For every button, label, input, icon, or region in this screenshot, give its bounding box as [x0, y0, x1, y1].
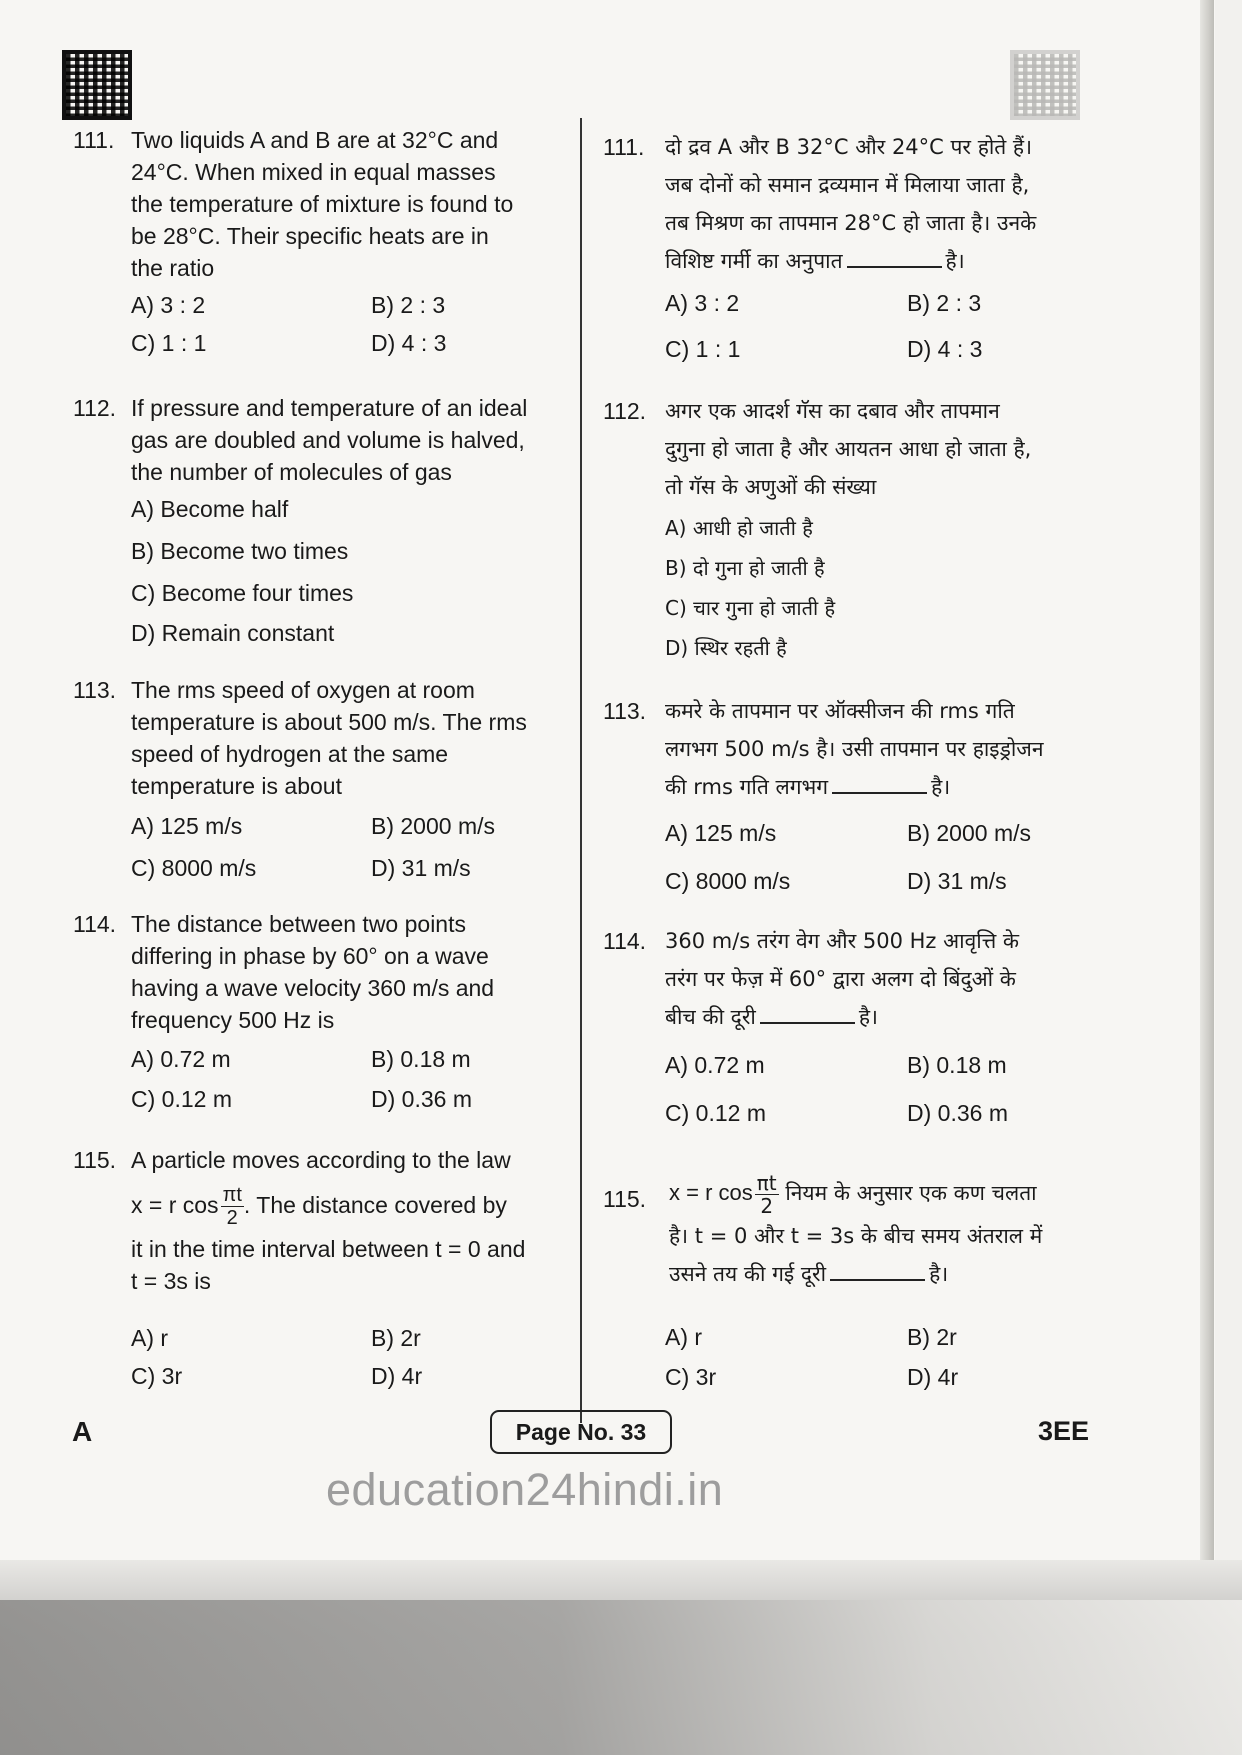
option-d: D) 4r	[371, 1363, 423, 1389]
option-b: B) दो गुना हो जाती है	[665, 556, 825, 580]
option-d: D) 4r	[907, 1364, 959, 1390]
option-a: A) 125 m/s	[131, 813, 243, 839]
option-c: C) 3r	[131, 1363, 183, 1389]
answer-blank	[847, 248, 942, 268]
option-c: C) चार गुना हो जाती है	[665, 596, 836, 620]
option-a: A) 0.72 m	[131, 1046, 231, 1072]
option-d: D) 0.36 m	[371, 1086, 472, 1112]
answer-blank	[760, 1004, 855, 1024]
option-a: A) 3 : 2	[665, 290, 740, 316]
option-c: C) 3r	[665, 1364, 717, 1390]
site-watermark: education24hindi.in	[326, 1464, 724, 1515]
answer-blank	[830, 1261, 925, 1281]
question-text: अगर एक आदर्श गॅस का दबाव और तापमान दुगुना हो जाता है और आयतन आधा हो जाता है, तो गॅस के अणुओं की संख्या	[665, 399, 1032, 499]
formula-fraction: $\frac{\pi t}{2}$	[222, 1184, 242, 1230]
question-number: 112.	[73, 395, 117, 421]
option-d: D) Remain constant	[131, 620, 335, 646]
question-number: 114.	[603, 928, 647, 954]
option-d: D) 0.36 m	[907, 1100, 1008, 1126]
option-d: D) 4 : 3	[907, 336, 983, 362]
option-d: D) 4 : 3	[371, 330, 447, 356]
option-b: B) 2r	[371, 1325, 421, 1351]
formula-line: x = r cos $\frac{\pi t}{2}$ . The distance covered by	[131, 1184, 507, 1230]
option-d: D) 31 m/s	[371, 855, 471, 881]
question-number: 111.	[73, 127, 115, 153]
option-c: C) 0.12 m	[131, 1086, 232, 1112]
option-c: C) 0.12 m	[665, 1100, 766, 1126]
option-d: D) स्थिर रहती है	[665, 636, 787, 660]
question-text: If pressure and temperature of an ideal gas are doubled and volume is halved, the number of molecules of gas	[131, 395, 528, 485]
question-text: The rms speed of oxygen at room temperature is about 500 m/s. The rms speed of hydrogen at the same temperature is about	[131, 677, 527, 799]
formula-line: x = r cos $\frac{\pi t}{2}$ नियम के अनुसार एक कण चलता	[669, 1170, 1037, 1218]
option-a: A) 0.72 m	[665, 1052, 765, 1078]
page-edge	[1200, 0, 1214, 1600]
question-number: 115.	[603, 1186, 647, 1212]
question-number: 111.	[603, 134, 645, 160]
option-b: B) 0.18 m	[371, 1046, 471, 1072]
option-d: D) 31 m/s	[907, 868, 1007, 894]
question-text: Two liquids A and B are at 32°C and 24°C. When mixed in equal masses the temperature of mixture is found to be 28°C. Their specific heats are in the ratio	[131, 127, 514, 281]
question-text: A particle moves according to the law x = r cos $\frac{\pi t}{2}$ . The distance covered by it in the time interval between t = 0 and t = 3s is	[131, 1144, 571, 1297]
question-number: 113.	[603, 698, 647, 724]
question-text: दो द्रव A और B 32°C और 24°C पर होते हैं। जब दोनों को समान द्रव्यमान में मिलाया जाता है, तब मिश्रण का तापमान 28°C हो जाता है। उनके विशिष्ट गर्मी का अनुपात है।	[665, 135, 1037, 273]
options-112-hi	[665, 508, 965, 668]
formula-lhs: x = r cos	[669, 1180, 753, 1205]
question-115-en	[73, 1144, 573, 1344]
column-divider	[580, 118, 582, 1423]
option-c: C) 1 : 1	[665, 336, 741, 362]
page-number-box: Page No. 33	[490, 1410, 672, 1454]
option-c: C) 1 : 1	[131, 330, 207, 356]
option-b: B) 2r	[907, 1324, 957, 1350]
option-a: A) Become half	[131, 496, 289, 522]
option-a: A) 125 m/s	[665, 820, 777, 846]
option-a: A) r	[665, 1324, 703, 1350]
qr-code-left-icon	[62, 50, 132, 120]
question-number: 112.	[603, 398, 647, 424]
question-number: 113.	[73, 677, 117, 703]
option-b: B) 2 : 3	[907, 290, 982, 316]
formula-lhs: x = r cos	[131, 1192, 219, 1218]
scan-shadow-lower	[0, 1600, 1242, 1755]
answer-blank	[832, 774, 927, 794]
paper-code: 3EE	[1038, 1416, 1090, 1446]
question-number: 114.	[73, 911, 117, 937]
option-b: B) 0.18 m	[907, 1052, 1007, 1078]
option-b: B) 2000 m/s	[371, 813, 495, 839]
qr-code-right-icon	[1010, 50, 1080, 120]
formula-fraction: $\frac{\pi t}{2}$	[756, 1170, 777, 1218]
question-text: 360 m/s तरंग वेग और 500 Hz आवृत्ति के तरंग पर फेज़ में 60° द्वारा अलग दो बिंदुओं के बीच की दूरी है।	[665, 929, 1020, 1029]
option-a: A) आधी हो जाती है	[665, 516, 813, 540]
option-b: B) Become two times	[131, 538, 349, 564]
question-number: 115.	[73, 1147, 117, 1173]
question-text: कमरे के तापमान पर ऑक्सीजन की rms गति लगभग 500 m/s है। उसी तापमान पर हाइड्रोजन की rms गति लगभग है।	[665, 699, 1044, 799]
option-a: A) 3 : 2	[131, 292, 206, 318]
option-c: C) 8000 m/s	[131, 855, 257, 881]
booklet-series: A	[72, 1416, 93, 1447]
option-b: B) 2000 m/s	[907, 820, 1031, 846]
option-b: B) 2 : 3	[371, 292, 446, 318]
option-c: C) Become four times	[131, 580, 354, 606]
question-text: The distance between two points differing in phase by 60° on a wave having a wave velocity 360 m/s and frequency 500 Hz is	[131, 911, 495, 1033]
question-text: x = r cos $\frac{\pi t}{2}$ नियम के अनुसार एक कण चलता है। t = 0 और t = 3s के बीच समय अंतराल में उसने तय की गई दूरी है।	[669, 1170, 1043, 1286]
option-c: C) 8000 m/s	[665, 868, 791, 894]
option-a: A) r	[131, 1325, 169, 1351]
